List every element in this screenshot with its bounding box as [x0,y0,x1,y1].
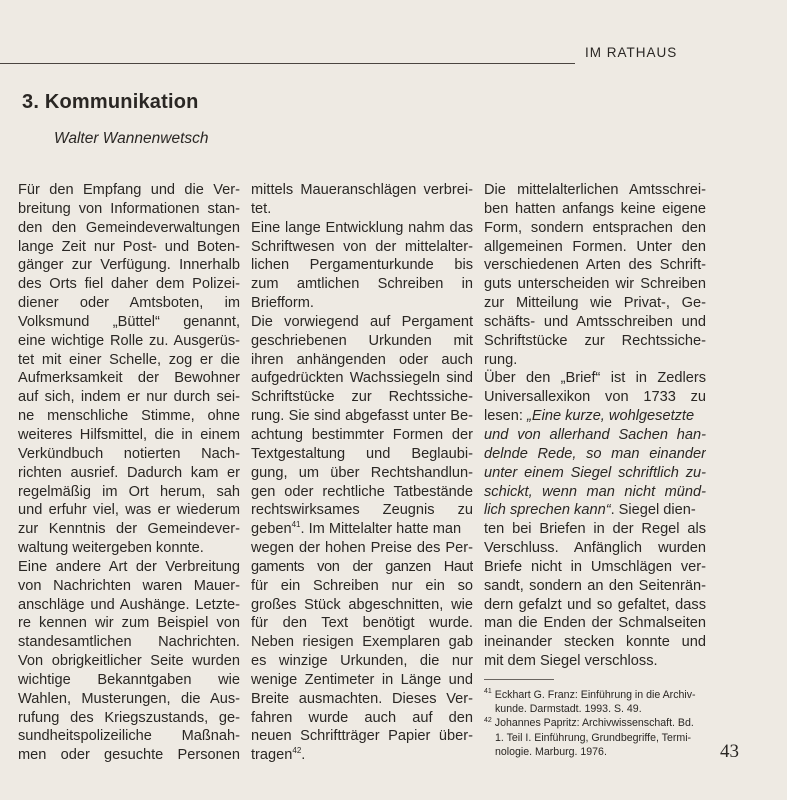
text-line: standesamtlichen Nachrichten. [18,634,240,651]
footnote-text: nologie. Marburg. 1976. [495,745,607,758]
text-line: schäfts- und Amtsschreiben und [484,313,706,330]
text-line: auf sich, indem er nur durch sei- [18,389,240,406]
text-line: rung. Sie sind abgefasst unter Be- [251,408,473,425]
text-line: re kennen wir zum Beispiel von [18,615,240,632]
text-line: Eine andere Art der Verbreitung [18,558,240,575]
text-fragment: tragen [251,747,293,764]
text-line [484,407,706,426]
footnote-text: 1. Teil I. Einführung, Grundbegriffe, Termi- [495,731,692,744]
text-line: mittels Maueranschlägen verbrei- [251,182,473,198]
text-line: Die vorwiegend auf Pergament [251,313,473,330]
text-line: den den Gemeindeverwaltungen [18,219,240,236]
text-line: lange Zeit nur Post- und Boten- [18,238,240,255]
text-line: allgemeinen Formen. Unter den [484,238,706,255]
text-line: großes Stück abgeschnitten, wie [251,596,473,613]
text-line: diener oder Amtsboten, im [18,295,240,312]
text-line: tet mit einer Schelle, zog er die [18,351,240,368]
text-fragment: . Siegel dien- [610,502,696,519]
text-line: ten bei Briefen in der Regel als [484,521,706,538]
text-line: für ein Schreiben nur ein so [251,577,473,594]
text-line: ne menschliche Stimme, ohne [18,408,240,425]
footnote-ref-42[interactable]: 42 [292,746,302,756]
footnote-42 [484,716,716,759]
text-line: gung, um über Rechtshandlun- [251,464,473,481]
text-line: ben hatten anfangs keine eigene [484,200,706,217]
text-line: ihren anhängenden oder auch [251,351,473,368]
text-line: rung. [484,351,518,368]
text-line [251,746,473,765]
text-line: sundheitspolizeiliche Maßnah- [18,728,240,745]
text-line [251,520,473,539]
text-line: eine wichtige Rolle zu. Ausgerüs- [18,332,240,349]
text-line: Universallexikon von 1733 zu [484,389,706,406]
text-line: des Orts fiel daher dem Polizei- [18,276,240,293]
footnote-41 [484,688,716,716]
text-line: Textgestaltung und Beglaubi- [251,445,473,462]
footnote-text: kunde. Darmstadt. 1993. S. 49. [495,703,642,716]
text-line: Aufmerksamkeit der Bewohner [18,370,240,387]
text-line: neuen Schriftträger Papier über- [251,728,473,745]
text-line: geschriebenen Urkunden mit [251,332,473,349]
text-line: rufung des Kriegszustands, ge- [18,709,240,726]
text-line: Schriftstücke zur Rechtssiche- [251,389,473,406]
text-line: gaments von der ganzen Haut [251,558,473,575]
text-line: sandt, sondern an den Seitenrän- [484,577,706,594]
text-line: lichen Pergamenturkunde bis [251,257,473,274]
text-line: wegen der hohen Preise des Per- [251,540,473,557]
text-line: aufgedrückten Wachssiegeln sind [251,370,473,387]
text-line: Eine lange Entwicklung nahm das [251,219,473,236]
text-line [484,501,706,520]
text-line: Wahlen, Musterungen, die Aus- [18,690,240,707]
text-line: gen oder rechtliche Tatbestände [251,483,473,500]
quote-fragment: lich sprechen kann“ [484,502,611,519]
text-column-3 [484,181,706,671]
text-line: Breite ausmachten. Dieses Ver- [251,690,473,707]
footnote-text: Johannes Papritz: Archivwissenschaft. Bd. [494,717,694,730]
page-number: 43 [720,741,739,762]
text-line: Briefform. [251,295,314,312]
footnote-ref-41[interactable]: 41 [291,520,301,530]
quote-line: delnde Rede, so man einander [484,445,706,462]
text-line: achtung bestimmter Formen der [251,426,473,443]
text-line: regelmäßig im Ort herum, sah [18,483,240,500]
text-line: anschläge und Aushänge. Letzte- [18,596,240,613]
text-line: gänger zur Verfügung. Innerhalb [18,257,240,274]
text-line: Über den „Brief“ ist in Zedlers [484,370,706,387]
text-line: Verschluss. Anfänglich wurden [484,540,706,557]
text-line: Volksmund „Büttel“ genannt, [18,313,240,330]
header-rule [0,63,575,64]
text-line: Schriftstücke zur Rechtssiche- [484,332,706,349]
text-line: und erfuhr viel, was er wiederum [18,502,240,519]
text-line: guts unterscheiden wir Schreiben [484,276,706,293]
text-fragment: geben [251,521,292,538]
text-line: breitung von Informationen stan- [18,200,240,217]
running-head: IM RATHAUS [585,45,678,60]
quote-fragment: „Eine kurze, wohlgesetzte [527,408,695,425]
footnote-rule [484,679,554,680]
text-line: Form, sondern entsprachen den [484,219,706,236]
quote-line: und von allerhand Sachen han- [484,426,706,443]
text-line: dern gefalzt und so gefaltet, dass [484,596,706,613]
footnotes [484,688,716,759]
text-line: wichtige Bekanntgaben wie [18,671,240,688]
chapter-author: Walter Wannenwetsch [54,130,209,147]
text-fragment: lesen: [484,408,527,425]
chapter-title: 3. Kommunikation [22,91,199,113]
text-line: Verkündbuch notierten Nach- [18,445,240,462]
text-column-2 [251,181,473,765]
text-line: es winzige Urkunden, die nur [251,653,473,670]
text-column-1 [18,181,240,765]
text-line: richten ausrief. Dadurch kam er [18,464,240,481]
text-line: wenige Zentimeter in Länge und [251,671,473,688]
text-line: zum amtlichen Schreiben in [251,276,473,293]
text-line: men oder gesuchte Personen [18,747,240,764]
footnote-number: 42 [484,716,492,724]
footnote-number: 41 [484,688,492,696]
text-line: zur Kenntnis der Gemeindever- [18,521,240,538]
quote-line: unter einem Siegel schriftlich zu- [484,464,706,481]
text-line: weiteres Hilfsmittel, die in einem [18,426,240,443]
text-line: zur Mitteilung wie Privat-, Ge- [484,295,706,312]
text-line: Die mittelalterlichen Amtsschrei- [484,182,706,198]
text-line: fahren wurde auch auf den [251,709,473,726]
text-fragment: . Im Mittelalter hatte man [300,521,462,538]
text-fragment: . [301,747,306,764]
text-line: Für den Empfang und die Ver- [18,182,240,198]
text-line: verschiedenen Arten des Schrift- [484,257,706,274]
text-line: Schriftwesen von der mittelalter- [251,238,473,255]
quote-line: schickt, wenn man nicht münd- [484,483,706,500]
text-line: tet. [251,200,272,217]
text-line: Briefe nicht in Umschlägen ver- [484,558,706,575]
text-line: waltung weitergeben konnte. [18,540,204,557]
text-line: ineinander stecken konnte und [484,634,706,651]
footnote-text: Eckhart G. Franz: Einführung in die Archiv- [494,689,696,701]
text-line: Neben riesigen Exemplaren gab [251,634,473,651]
text-line: rechtswirksames Zeugnis zu [251,502,473,519]
text-line: mit dem Siegel verschloss. [484,653,658,670]
text-line: für den Text benötigt wurde. [251,615,473,632]
text-line: von Nachrichten waren Mauer- [18,577,240,594]
text-line: Von obrigkeitlicher Seite wurden [18,653,240,670]
text-line: man die Enden der Schmalseiten [484,615,706,632]
